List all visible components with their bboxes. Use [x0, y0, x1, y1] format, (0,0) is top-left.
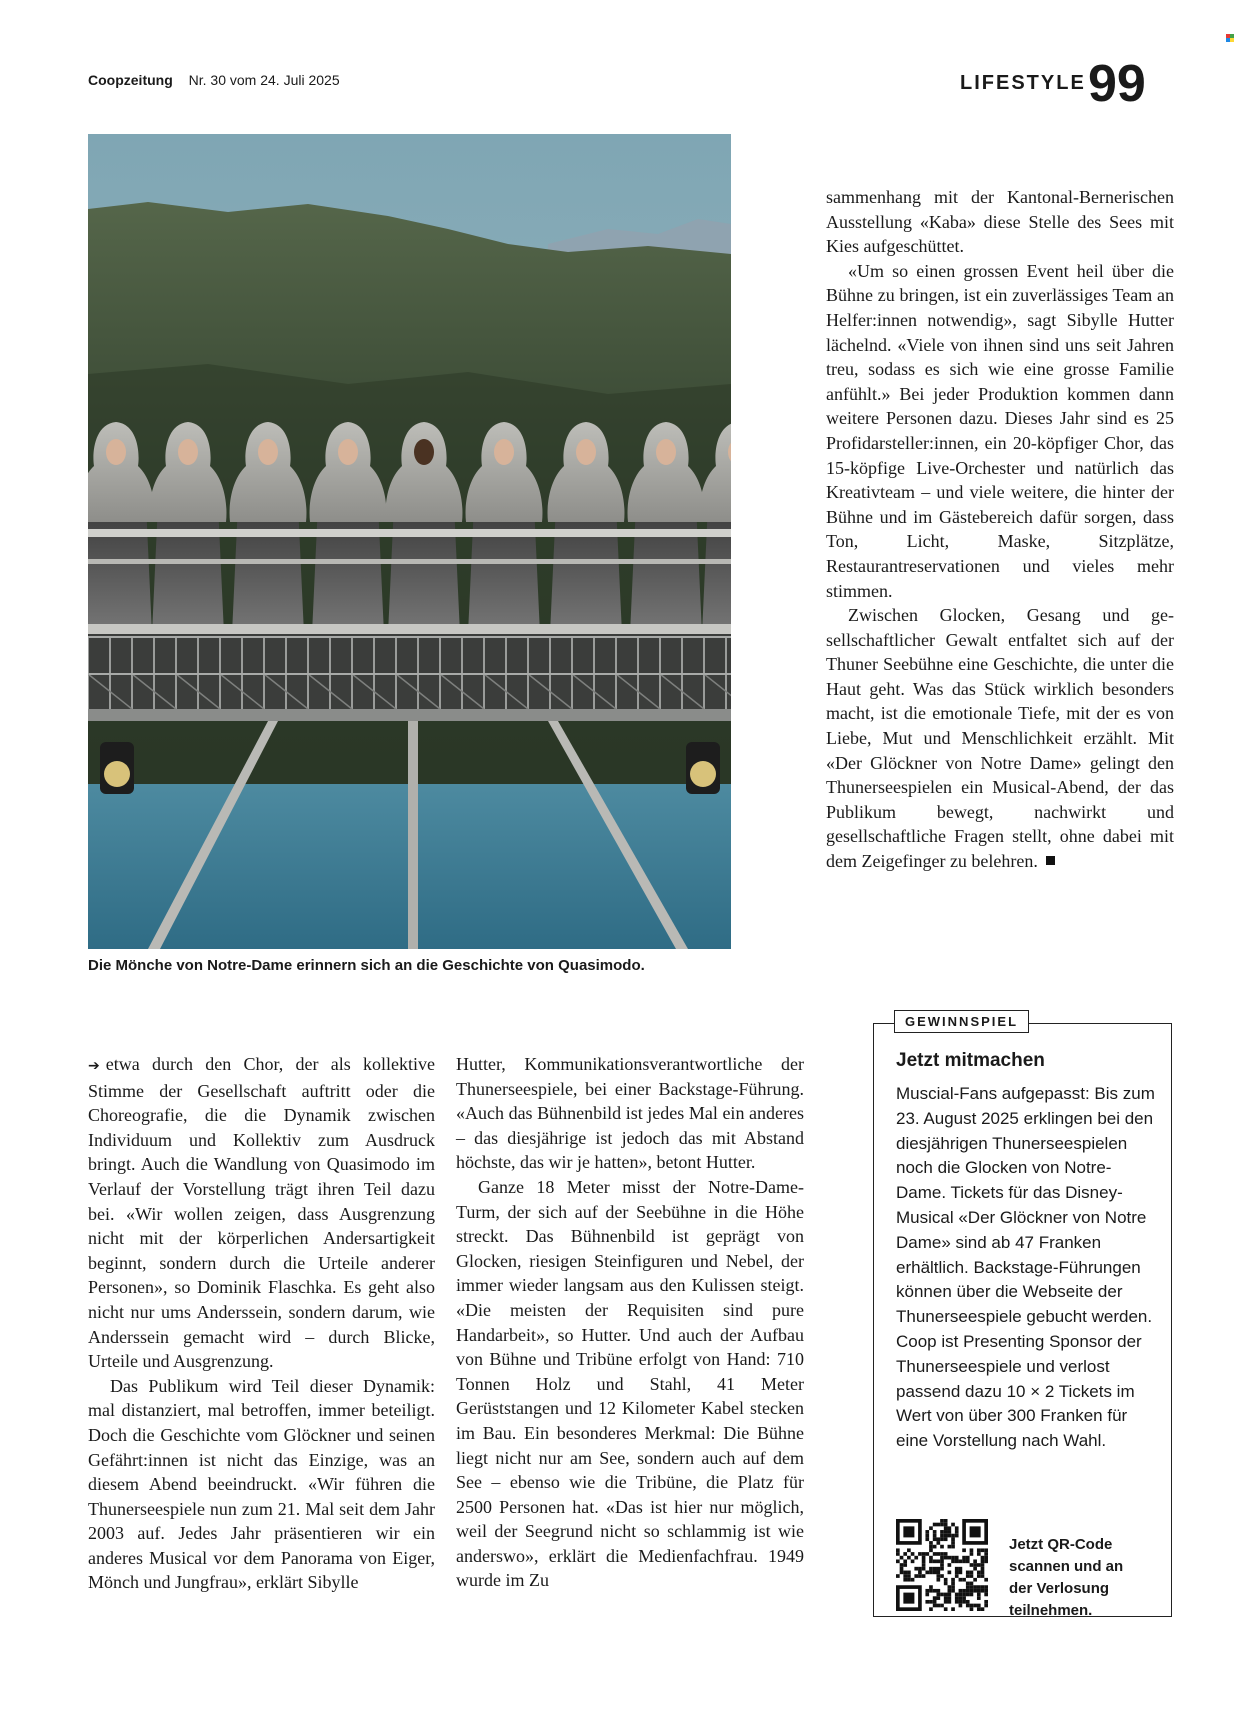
article-column-middle — [456, 1052, 804, 1593]
article-column-right — [826, 185, 1174, 874]
photo-caption: Die Mönche von Notre-Dame erinnern sich an die Geschichte von Quasimodo. — [88, 957, 645, 974]
section-label: LIFESTYLE — [960, 72, 1086, 94]
paragraph: «Um so einen grossen Event heil über die Bühne zu bringen, ist ein zuverlässiges Team an Helfer:innen notwendig», sagt Sibylle Hutter lächelnd. «Viele von ihnen sind uns seit Jahren treu, sodass es sich wie eine grosse Familie anfühlt.» Bei jeder Produktion kommen dann weitere Personen dazu. Dieses Jahr sind es 25 Profidarsteller:innen, ein 20-köpfiger Chor, das 15-köpfige Live-Orchester und natürlich das Kreativteam – und viele weitere, die hinter der Bühne und im Gästebereich dafür sorgen, dass Ton, Licht, Maske, Sitzplätze, Restaurantreservationen und vieles mehr stimmen. — [826, 260, 1174, 601]
contest-box — [873, 1014, 1172, 1619]
paragraph-text: etwa durch den Chor, der als kollektive Stimme der Gesellschaft auftritt oder die Choreografie, die die Dynamik zwischen Individuum und Kollektiv zum Ausdruck bringt. Auch die Wandlung von Quasimodo im Verlauf der Vorstellung trägt ihren Teil dazu bei. «Wir wollen zeigen, dass Ausgrenzung nicht mit der körperlichen Andersartigkeit beginnt, sondern durch die Urteile anderer Personen», so Dominik Flaschka. Es geht also nicht nur ums Anderssein, sondern darum, wie Anderssein gemacht wird – durch Blicke, Urteile und Ausgrenzung. — [88, 1054, 435, 1372]
article-column-left — [88, 1052, 435, 1595]
paragraph — [88, 1052, 435, 1374]
masthead — [88, 72, 340, 88]
contest-body: Muscial-Fans aufgepasst: Bis zum 23. August 2025 erklingen bei den diesjährigen Thunerseespielen noch die Glocken von Notre-Dame. Tickets für das Disney-Musical «Der Glöckner von Notre Dame» sind ab 47 Franken erhältlich. Backstage-Führungen können über die Webseite der Thunerseespiele gebucht werden. Coop ist Presenting Sponsor der Thunerseespiele und verlost passend dazu 10 × 2 Tickets im Wert von über 300 Franken für eine Vorstellung nach Wahl. — [896, 1084, 1155, 1451]
paragraph: sammenhang mit der Kantonal-Bernerischen Ausstellung «Kaba» diese Stelle des Sees mit Kies aufgeschüttet. — [826, 187, 1174, 257]
paragraph: Ganze 18 Meter misst der Notre-Dame-Turm, der sich auf der Seebühne in die Höhe streckt. Das Bühnenbild ist geprägt von Glocken, riesigen Steinfiguren und Nebel, der immer wieder langsam aus den Kulissen steigt. «Die meisten der Requisiten sind pure Handarbeit», so Hutter. Und auch der Aufbau von Bühne und Tribüne erfolgt von Hand: 710 Tonnen Holz und Stahl, 41 Meter Gerüststangen und 12 Kilometer Kabel stecken im Bau. Ein besonderes Merkmal: Die Bühne liegt nicht nur am See, sondern auch auf dem See – ebenso wie die Tribüne, die Platz für 2500 Personen hat. «Das ist hier nur möglich, weil der Seegrund nicht so schlammig ist wie anderswo», erklärt die Medienfachfrau. 1949 wurde im Zu — [456, 1176, 804, 1591]
page-number: 99 — [1088, 55, 1146, 113]
brand-name: Coopzeitung — [88, 72, 173, 88]
paragraph: Hutter, Kommunikationsverantwortliche der Thunerseespiele, bei einer Backstage-Führung. «Auch das Bühnenbild ist jedes Mal ein anderes – das diesjährige ist jedoch das mit Abstand höchste, das wir je hatten», betont Hutter. — [456, 1054, 804, 1173]
qr-instruction: Jetzt QR-Code scannen und an der Verlosung teilnehmen. — [1009, 1536, 1124, 1619]
qr-code-icon[interactable] — [896, 1519, 988, 1611]
photo-monks-on-stage — [88, 134, 731, 949]
contest-heading: Jetzt mitmachen — [896, 1050, 1045, 1071]
issue-info: Nr. 30 vom 24. Juli 2025 — [188, 72, 340, 88]
paragraph-text: Zwischen Glocken, Gesang und gesellschaftlicher Gewalt entfaltet sich auf der Thuner Seebühne eine Geschichte, die unter die Haut geht. Was das Stück wirklich besonders macht, ist die emotionale Tiefe, mit der es von Liebe, Mut und Menschlichkeit erzählt. Mit «Der Glöckner von Notre Dame» gelingt den Thunerseespielen ein Musical-Abend, der das Publikum bewegt, nachwirkt und gesellschaftliche Fragen stellt, ohne dabei mit dem Zeigefinger zu belehren. — [826, 605, 1174, 872]
paragraph: Das Publikum wird Teil dieser Dynamik: mal distanziert, mal betroffen, immer beteiligt. Doch die Geschichte vom Glöckner und seinen Gefährt:innen ist nicht das Einzige, was an diesem Abend beeindruckt. «Wir führen die Thunerseespiele nun zum 21. Mal seit dem Jahr 2003 auf. Jedes Jahr präsentieren wir ein anderes Musical vor dem Panorama von Eiger, Mönch und Jungfrau», erklärt Sibylle — [88, 1375, 435, 1593]
paragraph — [826, 603, 1174, 874]
continuation-arrow-icon: ➔ — [88, 1058, 100, 1074]
contest-tag: GEWINNSPIEL — [894, 1010, 1029, 1033]
end-of-article-icon — [1046, 856, 1055, 865]
color-registration-icon — [1226, 34, 1234, 42]
